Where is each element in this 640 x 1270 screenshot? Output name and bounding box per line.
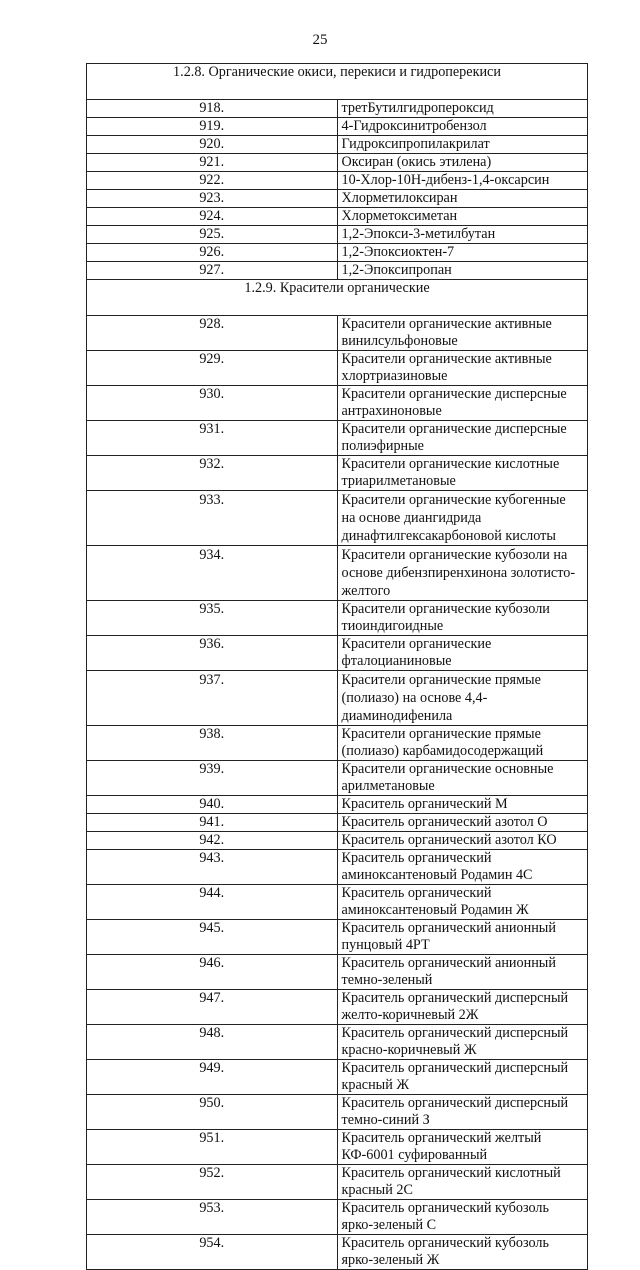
row-name: Красители органические кубозоли на основе дибензпиренхинона золотисто-желтого [337,546,588,601]
row-number: 937. [87,671,338,726]
row-name: Краситель органический анионный пунцовый 4РТ [337,920,588,955]
row-number: 942. [87,832,338,850]
row-number: 938. [87,726,338,761]
table-row [87,262,588,280]
row-name: Хлорметилоксиран [337,190,588,208]
table-row [87,546,588,601]
row-name: Красители органические фталоцианиновые [337,636,588,671]
row-number: 934. [87,546,338,601]
row-name: 4-Гидроксинитробензол [337,118,588,136]
row-number: 946. [87,955,338,990]
table-row [87,316,588,351]
row-name: Красители органические дисперсные полиэфирные [337,421,588,456]
row-name: 1,2-Эпоксиоктен-7 [337,244,588,262]
row-name: Красители органические кислотные триарилметановые [337,456,588,491]
row-number: 924. [87,208,338,226]
table-row [87,190,588,208]
row-number: 933. [87,491,338,546]
row-number: 944. [87,885,338,920]
row-number: 922. [87,172,338,190]
table-row [87,154,588,172]
table-row [87,761,588,796]
section-title: 1.2.8. Органические окиси, перекиси и гидроперекиси [87,64,588,100]
row-number: 923. [87,190,338,208]
row-name: Краситель органический азотол КО [337,832,588,850]
row-number: 918. [87,100,338,118]
row-name: Оксиран (окись этилена) [337,154,588,172]
row-number: 930. [87,386,338,421]
row-name: Красители органические дисперсные антрахиноновые [337,386,588,421]
table-row [87,1200,588,1235]
row-name: Красители органические кубогенные на основе диангидрида динафтилгексакарбоновой кислоты [337,491,588,546]
row-name: Гидроксипропилакрилат [337,136,588,154]
table-row [87,244,588,262]
table-row [87,850,588,885]
row-name: Красители органические прямые (полиазо) на основе 4,4-диаминодифенила [337,671,588,726]
row-number: 947. [87,990,338,1025]
row-number: 921. [87,154,338,172]
row-name: Краситель органический анионный темно-зеленый [337,955,588,990]
table-row [87,491,588,546]
row-number: 919. [87,118,338,136]
row-name: Красители органические прямые (полиазо) карбамидосодержащий [337,726,588,761]
row-number: 949. [87,1060,338,1095]
row-number: 928. [87,316,338,351]
table-row [87,920,588,955]
row-name: Красители органические кубозоли тиоиндигоидные [337,601,588,636]
row-number: 926. [87,244,338,262]
row-name: Краситель органический аминоксантеновый Родамин Ж [337,885,588,920]
row-name: Краситель органический кубозоль ярко-зеленый С [337,1200,588,1235]
row-name: Краситель органический дисперсный темно-синий З [337,1095,588,1130]
section-1-2-9 [87,280,588,1270]
table-row [87,832,588,850]
row-name: Краситель органический дисперсный красный Ж [337,1060,588,1095]
table-row [87,671,588,726]
table-row [87,1060,588,1095]
table-row [87,955,588,990]
row-name: Краситель органический аминоксантеновый Родамин 4С [337,850,588,885]
row-name: третБутилгидропероксид [337,100,588,118]
table-row [87,386,588,421]
row-number: 952. [87,1165,338,1200]
row-number: 936. [87,636,338,671]
row-name: Краситель органический желтый КФ-6001 суфированный [337,1130,588,1165]
row-name: Краситель органический М [337,796,588,814]
row-name: Красители органические активные винилсульфоновые [337,316,588,351]
table-row [87,1130,588,1165]
table-row [87,351,588,386]
row-number: 939. [87,761,338,796]
row-name: Краситель органический дисперсный желто-коричневый 2Ж [337,990,588,1025]
row-name: Краситель органический дисперсный красно-коричневый Ж [337,1025,588,1060]
row-number: 920. [87,136,338,154]
table-row [87,136,588,154]
row-number: 943. [87,850,338,885]
table-row [87,421,588,456]
table-row [87,636,588,671]
row-name: Красители органические основные арилметановые [337,761,588,796]
table-row [87,172,588,190]
table-row [87,456,588,491]
row-number: 945. [87,920,338,955]
row-name: Краситель органический кислотный красный 2С [337,1165,588,1200]
table-row [87,814,588,832]
table-row [87,118,588,136]
row-number: 951. [87,1130,338,1165]
table-row [87,601,588,636]
table-row [87,1235,588,1270]
page-number: 25 [312,32,328,48]
row-number: 931. [87,421,338,456]
row-name: Хлорметоксиметан [337,208,588,226]
row-number: 954. [87,1235,338,1270]
table-row [87,990,588,1025]
row-number: 927. [87,262,338,280]
row-number: 929. [87,351,338,386]
table-row [87,726,588,761]
row-number: 953. [87,1200,338,1235]
row-number: 948. [87,1025,338,1060]
row-number: 941. [87,814,338,832]
row-number: 932. [87,456,338,491]
section-1-2-8 [87,64,588,280]
row-name: Краситель органический азотол О [337,814,588,832]
table-row [87,226,588,244]
table-row [87,885,588,920]
row-number: 950. [87,1095,338,1130]
table-row [87,796,588,814]
table-row [87,208,588,226]
row-name: Краситель органический кубозоль ярко-зеленый Ж [337,1235,588,1270]
section-title: 1.2.9. Красители органические [87,280,588,316]
table-row [87,1025,588,1060]
row-name: 10-Хлор-10Н-дибенз-1,4-оксарсин [337,172,588,190]
substance-table [86,63,588,1270]
row-number: 925. [87,226,338,244]
row-number: 940. [87,796,338,814]
table-row [87,1095,588,1130]
row-name: Красители органические активные хлортриазиновые [337,351,588,386]
table-row [87,1165,588,1200]
row-number: 935. [87,601,338,636]
table-row [87,100,588,118]
row-name: 1,2-Эпокси-3-метилбутан [337,226,588,244]
row-name: 1,2-Эпоксипропан [337,262,588,280]
